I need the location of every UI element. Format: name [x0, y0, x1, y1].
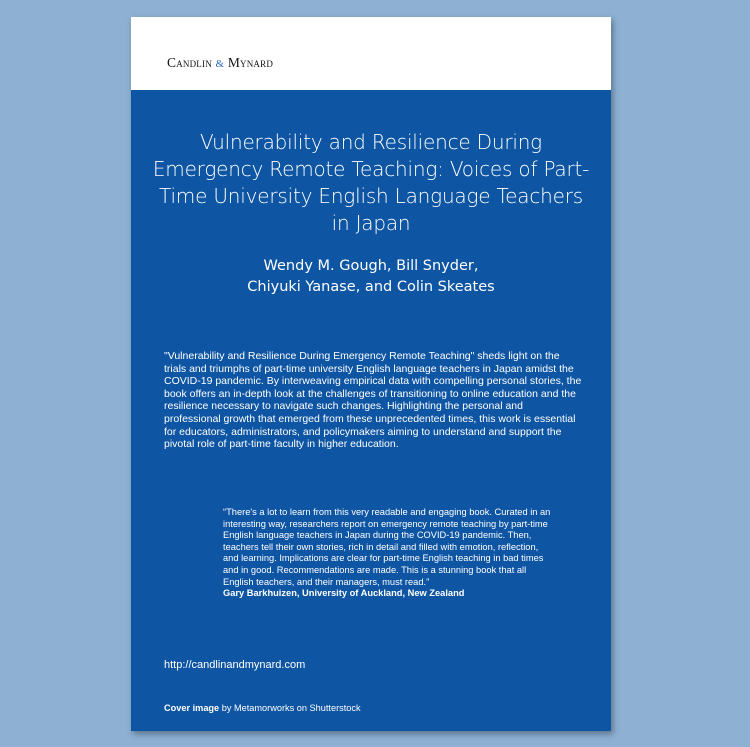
- image-credit-label: Cover image: [164, 703, 220, 713]
- header-band: [131, 17, 611, 90]
- publisher-name-part2: Mynard: [227, 55, 274, 70]
- book-authors: [191, 256, 551, 298]
- image-credit-text: by Metamorworks on Shutterstock: [219, 703, 361, 713]
- authors-line-2: Chiyuki Yanase, and Colin Skeates: [247, 279, 495, 295]
- book-blurb: "Vulnerability and Resilience During Emergency Remote Teaching" sheds light on the trials and triumphs of part-time university English language teachers in Japan amidst the COVID-19 pandemic. By interweaving empirical data with compelling personal stories, the book offers an in-depth look at the challenges of transitioning to online education and the resilience necessary to navigate such changes. Highlighting the personal and professional growth that emerged from these unprecedented times, this work is essential for educators, administrators, and policymakers aiming to understand and support the pivotal role of part-time faculty in higher education.: [164, 350, 582, 451]
- image-credit: [164, 703, 361, 713]
- publisher-ampersand: &: [215, 58, 225, 70]
- publisher-logo: [167, 55, 273, 71]
- back-cover: [131, 17, 611, 731]
- endorsement-author: Gary Barkhuizen, University of Auckland, New Zealand: [223, 588, 465, 599]
- endorsement: [223, 507, 553, 600]
- publisher-url[interactable]: http://candlinandmynard.com: [164, 659, 306, 671]
- publisher-name-part1: Candlin: [167, 55, 212, 70]
- book-title: Vulnerability and Resilience During Emergency Remote Teaching: Voices of Part-Time University English Language Teachers in Japan: [152, 130, 590, 235]
- authors-line-1: Wendy M. Gough, Bill Snyder,: [263, 258, 479, 274]
- endorsement-quote: “There's a lot to learn from this very readable and engaging book. Curated in an interesting way, researchers report on emergency remote teaching by part-time English language teachers in Japan during the COVID-19 pandemic. Then, teachers tell their own stories, rich in detail and filled with emotion, reflection, and learning. Implications are clear for part-time English teaching in bad times and in good. Recommendations are made. This is a stunning book that all English teachers, and their managers, must read.”: [223, 507, 551, 587]
